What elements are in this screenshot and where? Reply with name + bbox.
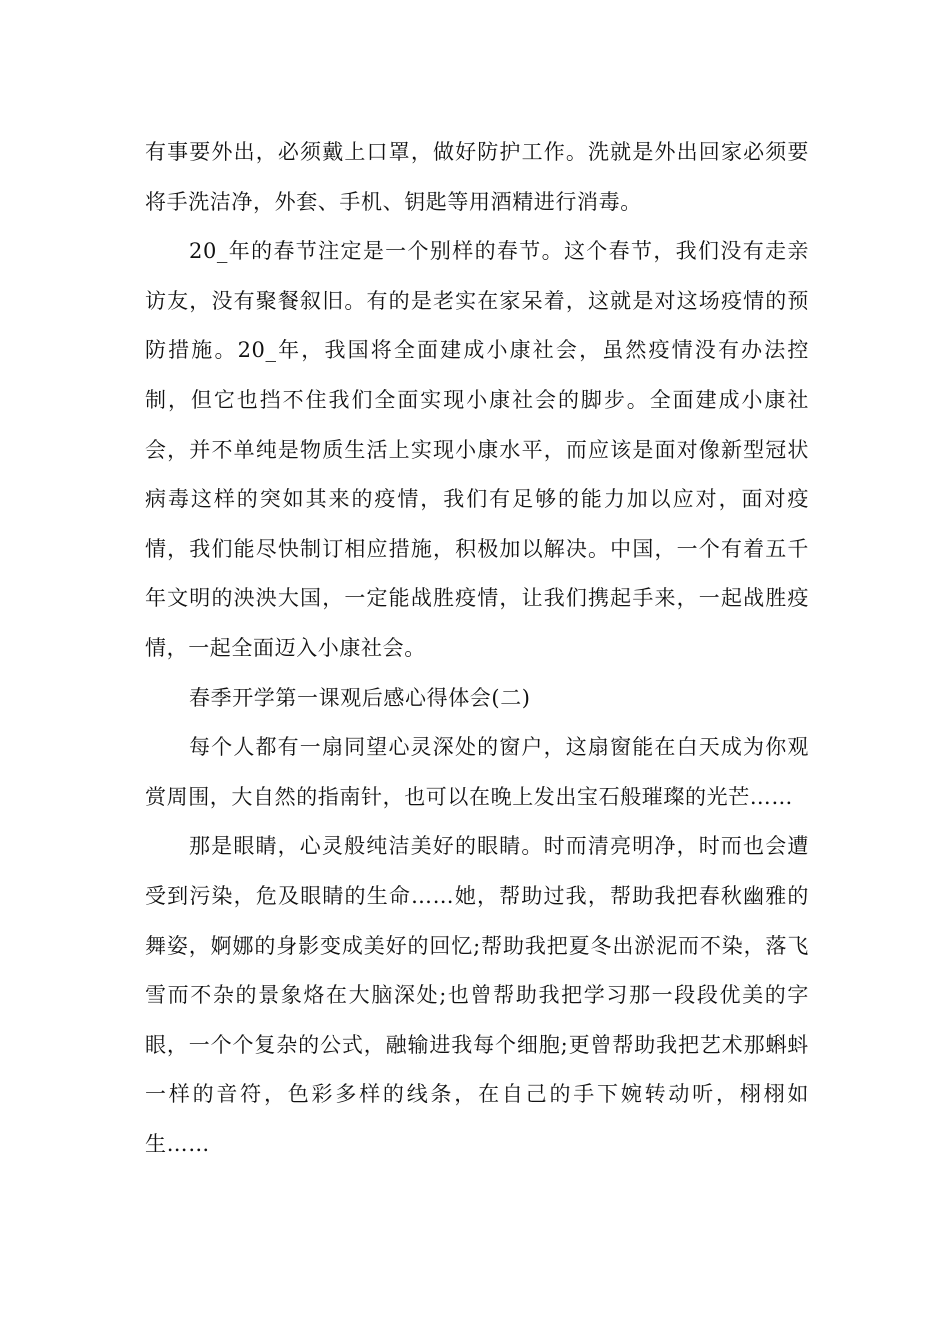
paragraph-window-of-soul: 每个人都有一扇同望心灵深处的窗户，这扇窗能在白天成为你观赏周围，大自然的指南针，也可以在晚上发出宝石般璀璨的光芒…… xyxy=(145,735,809,809)
section-heading: 春季开学第一课观后感心得体会(二) xyxy=(189,685,531,710)
document-body xyxy=(145,128,809,1169)
paragraph-continuation: 有事要外出，必须戴上口罩，做好防护工作。洗就是外出回家必须要将手洗洁净，外套、手机、钥匙等用酒精进行消毒。 xyxy=(145,140,809,214)
paragraph-eyes: 那是眼睛，心灵般纯洁美好的眼睛。时而清亮明净，时而也会遭受到污染，危及眼睛的生命……她，帮助过我，帮助我把春秋幽雅的舞姿，婀娜的身影变成美好的回忆;帮助我把夏冬出淤泥而不染，落飞雪而不杂的景象烙在大脑深处;也曾帮助我把学习那一段段优美的字眼，一个个复杂的公式，融输进我每个细胞;更曾帮助我把艺术那蝌蚪一样的音符，色彩多样的线条，在自己的手下婉转动听，栩栩如生…… xyxy=(145,834,809,1156)
paragraph-spring-festival: 20_年的春节注定是一个别样的春节。这个春节，我们没有走亲访友，没有聚餐叙旧。有的是老实在家呆着，这就是对这场疫情的预防措施。20_年，我国将全面建成小康社会，虽然疫情没有办法控制，但它也挡不住我们全面实现小康社会的脚步。全面建成小康社会，并不单纯是物质生活上实现小康水平，而应该是面对像新型冠状病毒这样的突如其来的疫情，我们有足够的能力加以应对，面对疫情，我们能尽快制订相应措施，积极加以解决。中国，一个有着五千年文明的泱泱大国，一定能战胜疫情，让我们携起手来，一起战胜疫情，一起全面迈入小康社会。 xyxy=(145,239,809,660)
